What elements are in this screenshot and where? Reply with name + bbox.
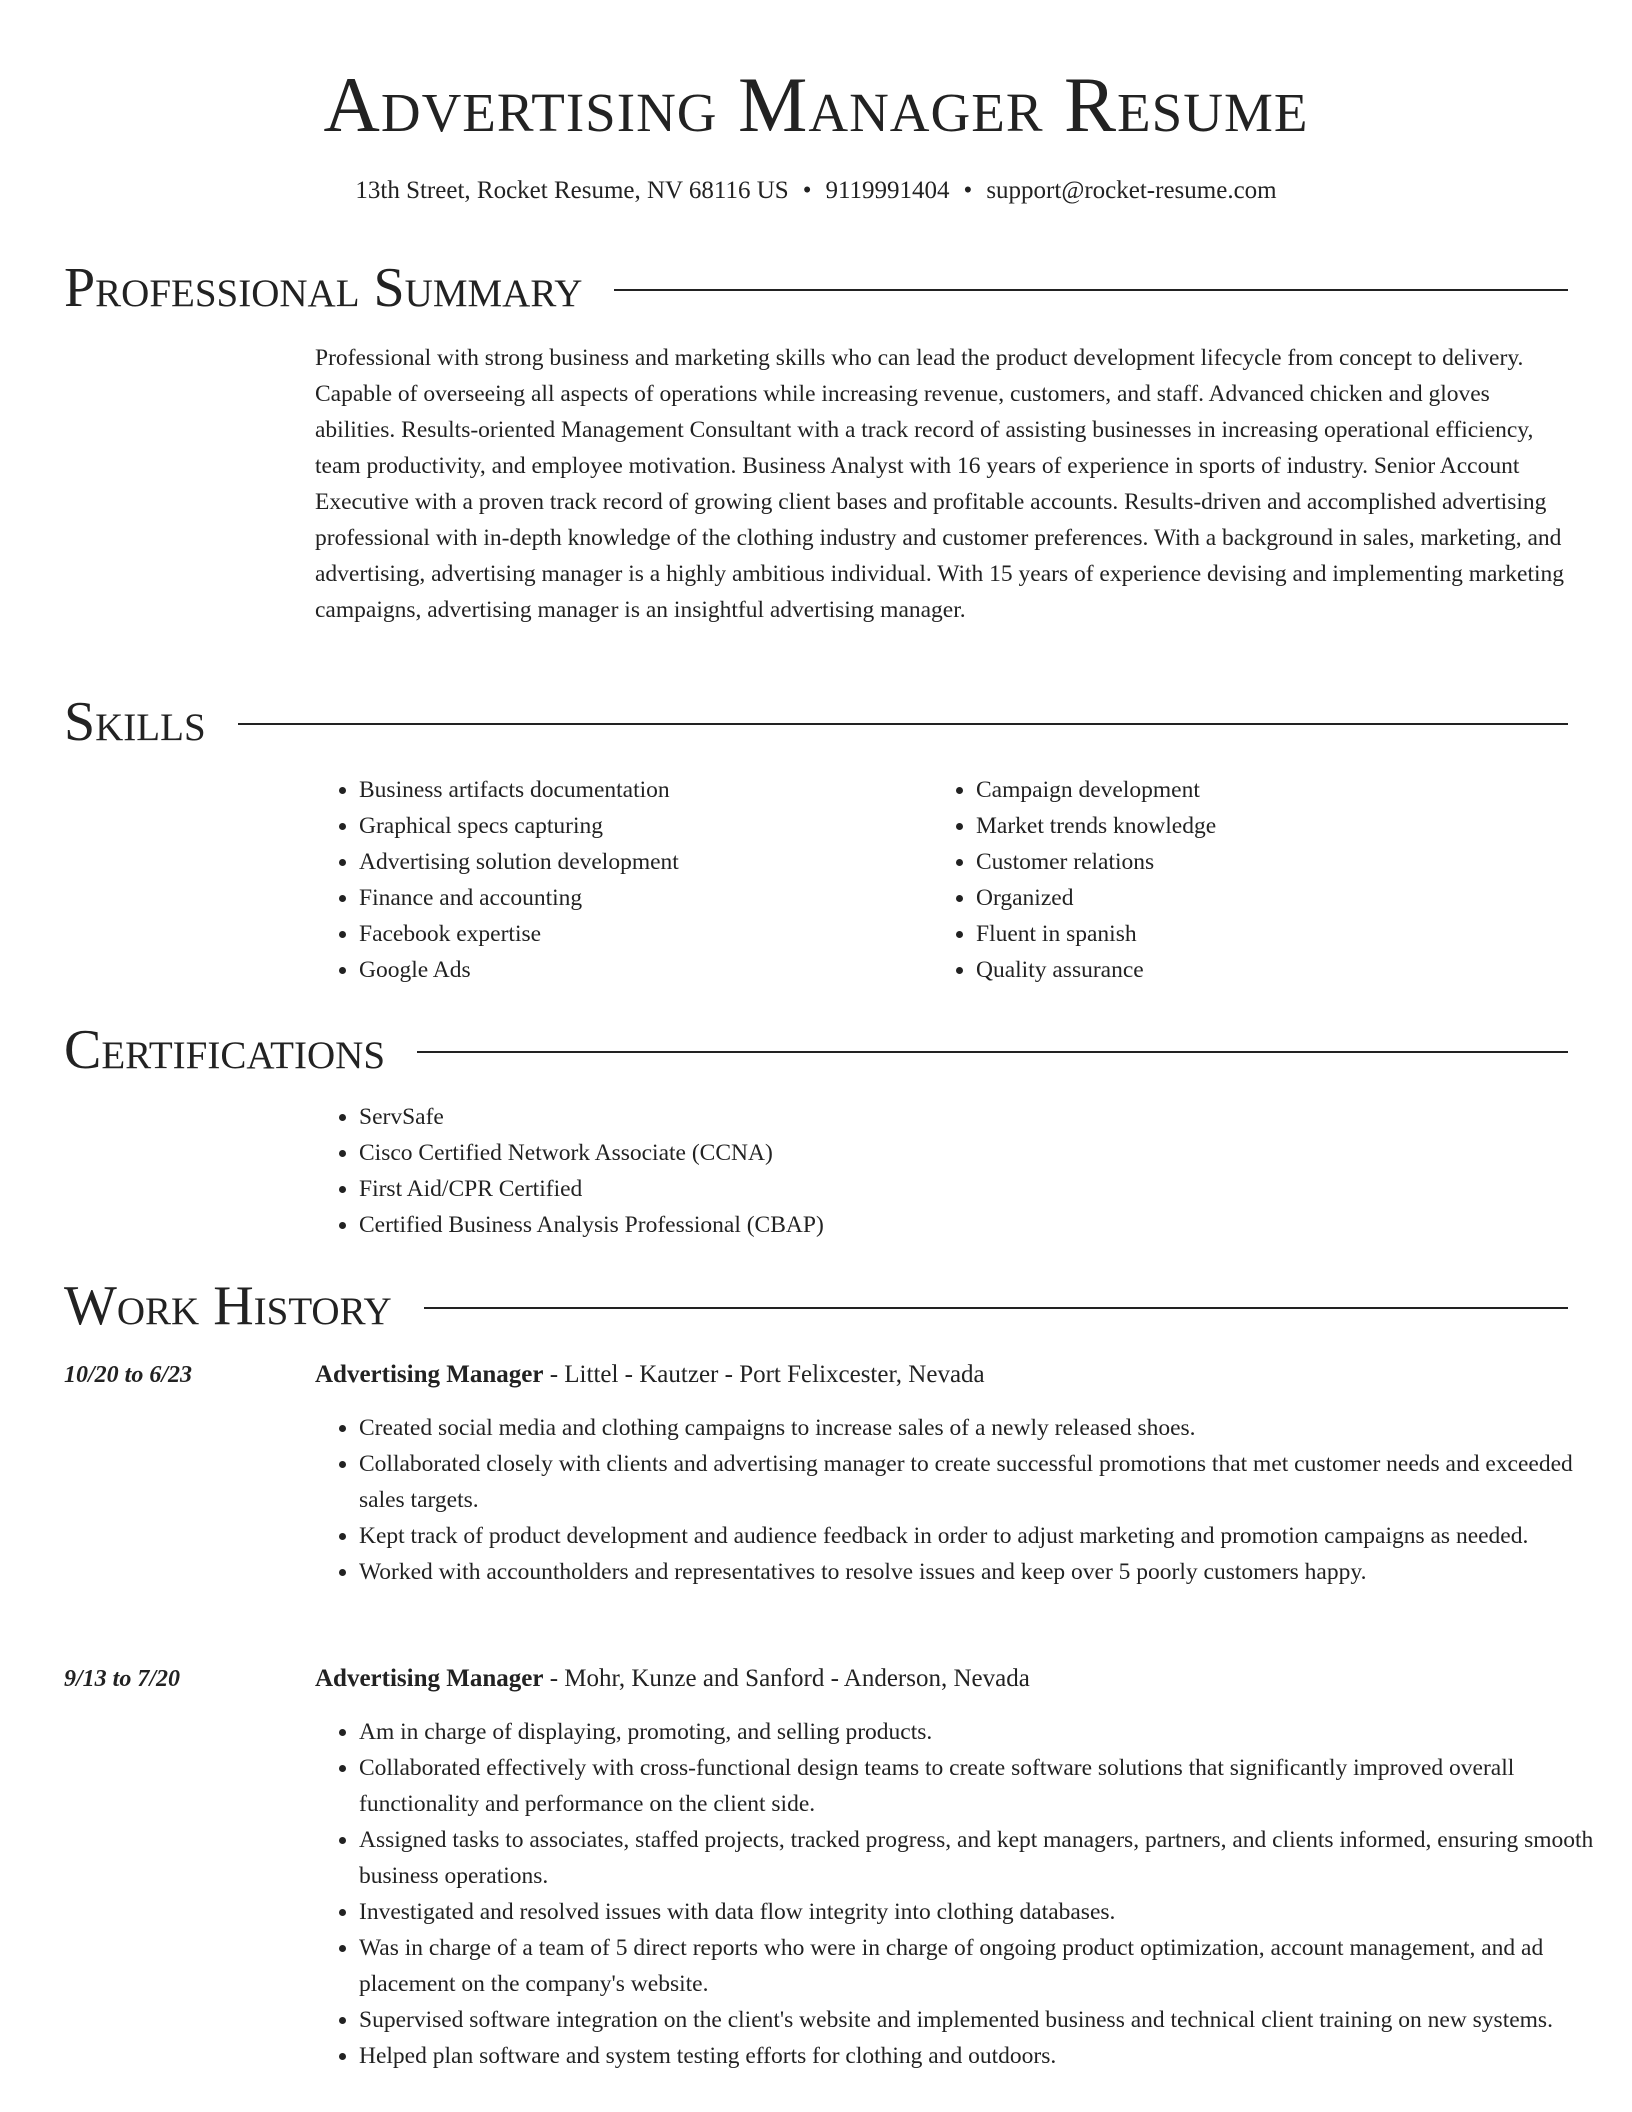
contact-line xyxy=(0,175,1632,207)
contact-separator: • xyxy=(802,177,812,204)
contact-phone: 9119991404 xyxy=(825,177,950,204)
skill-item: • Advertising solution development xyxy=(359,844,679,880)
skill-item: • Fluent in spanish xyxy=(976,916,1216,952)
job-bullet: • Investigated and resolved issues with data flow integrity into clothing databases. xyxy=(359,1894,1614,1930)
skills-heading: Skills xyxy=(64,691,206,753)
job-bullet: • Assigned tasks to associates, staffed projects, tracked progress, and kept managers, partners, and clients informed, ensuring smooth business operations. xyxy=(359,1822,1614,1894)
skill-item: • Quality assurance xyxy=(976,952,1216,988)
resume-title: Advertising Manager Resume xyxy=(323,61,1309,148)
section-divider xyxy=(417,1051,1568,1053)
contact-address: 13th Street, Rocket Resume, NV 68116 US xyxy=(355,177,789,204)
certifications-heading: Certifications xyxy=(64,1019,386,1081)
skill-item: • Facebook expertise xyxy=(359,916,679,952)
skills-section-header xyxy=(64,690,1568,754)
certification-item: • First Aid/CPR Certified xyxy=(359,1171,824,1207)
work-heading: Work History xyxy=(64,1275,392,1337)
job-title-line xyxy=(315,1359,985,1391)
job-bullet: • Supervised software integration on the client's website and implemented business and technical client training on new systems. xyxy=(359,2002,1614,2038)
job-title-line xyxy=(315,1663,1030,1695)
job-bullets xyxy=(315,1410,1614,1590)
job-bullet: • Kept track of product development and audience feedback in order to adjust marketing and promotion campaigns as needed. xyxy=(359,1518,1614,1554)
skill-item: • Market trends knowledge xyxy=(976,808,1216,844)
job-bullets xyxy=(315,1714,1614,2074)
work-section-header xyxy=(64,1274,1568,1338)
job-dates: 10/20 to 6/23 xyxy=(64,1362,193,1388)
job-title: Advertising Manager xyxy=(315,1665,544,1692)
summary-heading: Professional Summary xyxy=(64,257,583,319)
certification-item: • Cisco Certified Network Associate (CCNA) xyxy=(359,1135,824,1171)
certifications-list xyxy=(315,1099,824,1243)
job-bullet: • Collaborated effectively with cross-functional design teams to create software solutions that significantly improved overall functionality and performance on the client side. xyxy=(359,1750,1614,1822)
skill-item: • Organized xyxy=(976,880,1216,916)
job-bullet: • Am in charge of displaying, promoting, and selling products. xyxy=(359,1714,1614,1750)
job-company: - Mohr, Kunze and Sanford - Anderson, Nevada xyxy=(543,1665,1030,1692)
job-bullet: • Worked with accountholders and representatives to resolve issues and keep over 5 poorly customers happy. xyxy=(359,1554,1614,1590)
skill-item: • Google Ads xyxy=(359,952,679,988)
skills-list-left xyxy=(315,772,679,988)
skill-item: • Campaign development xyxy=(976,772,1216,808)
skill-item: • Graphical specs capturing xyxy=(359,808,679,844)
job-dates: 9/13 to 7/20 xyxy=(64,1666,181,1692)
job-bullet: • Was in charge of a team of 5 direct reports who were in charge of ongoing product optimization, account management, and ad placement on the company's website. xyxy=(359,1930,1614,2002)
section-divider xyxy=(238,723,1568,725)
job-company: - Littel - Kautzer - Port Felixcester, Nevada xyxy=(543,1361,985,1388)
summary-text: Professional with strong business and marketing skills who can lead the product development lifecycle from concept to delivery. Capable of overseeing all aspects of operations while increasing revenue, customers, and staff. Advanced chicken and gloves abilities. Results-oriented Management Consultant with a track record of assisting businesses in increasing operational efficiency, team productivity, and employee motivation. Business Analyst with 16 years of experience in sports of industry. Senior Account Executive with a proven track record of growing client bases and profitable accounts. Results-driven and accomplished advertising professional with in-depth knowledge of the clothing industry and customer preferences. With a background in sales, marketing, and advertising, advertising manager is a highly ambitious individual. With 15 years of experience devising and implementing marketing campaigns, advertising manager is an insightful advertising manager. xyxy=(315,345,1565,623)
section-divider xyxy=(614,289,1568,291)
summary-section-header xyxy=(64,256,1568,320)
certifications-section-header xyxy=(64,1018,1568,1082)
skills-list-right xyxy=(932,772,1216,988)
section-divider xyxy=(424,1307,1568,1309)
job-bullet: • Helped plan software and system testing efforts for clothing and outdoors. xyxy=(359,2038,1614,2074)
job-bullet: • Created social media and clothing campaigns to increase sales of a newly released shoes. xyxy=(359,1410,1614,1446)
skill-item: • Business artifacts documentation xyxy=(359,772,679,808)
contact-separator: • xyxy=(963,177,973,204)
skill-item: • Customer relations xyxy=(976,844,1216,880)
skill-item: • Finance and accounting xyxy=(359,880,679,916)
job-title: Advertising Manager xyxy=(315,1361,544,1388)
certification-item: • Certified Business Analysis Professional (CBAP) xyxy=(359,1207,824,1243)
certification-item: • ServSafe xyxy=(359,1099,824,1135)
job-bullet: • Collaborated closely with clients and advertising manager to create successful promotions that met customer needs and exceeded sales targets. xyxy=(359,1446,1614,1518)
contact-email: support@rocket-resume.com xyxy=(986,177,1277,204)
